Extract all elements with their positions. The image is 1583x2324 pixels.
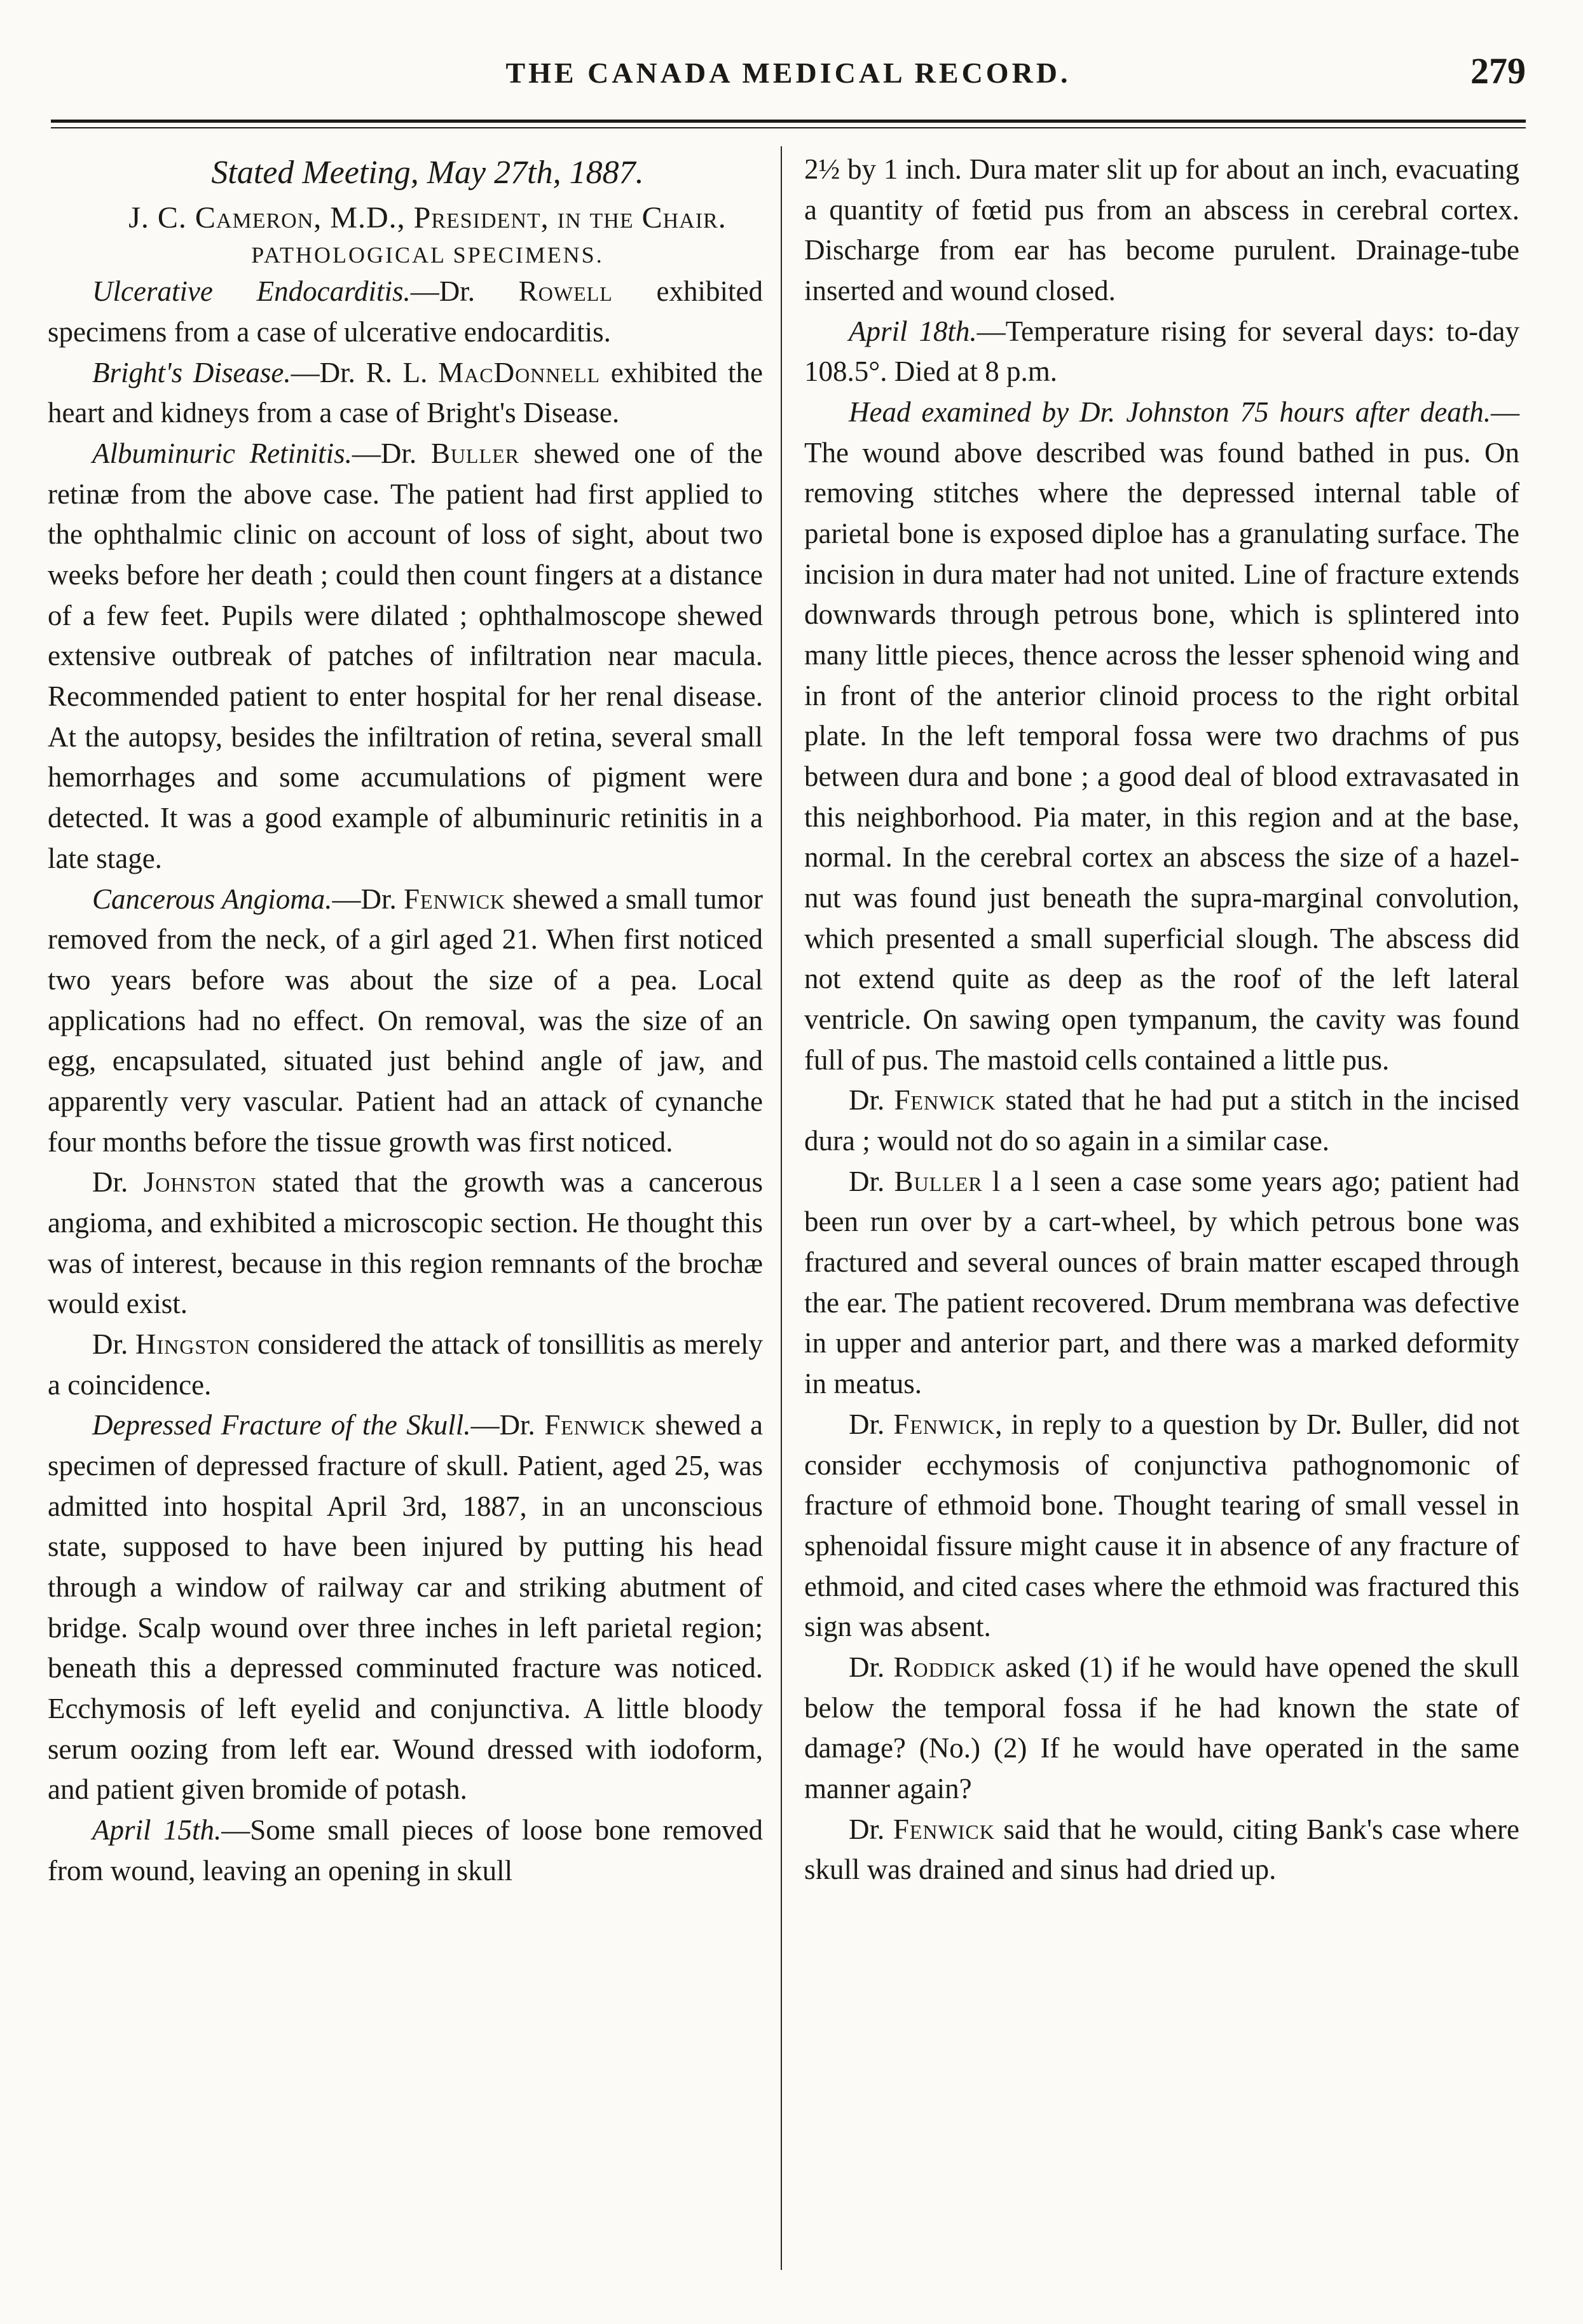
right-column: [804, 149, 1519, 1890]
chair-line: J. C. Cameron, M.D., President, in the Chair.: [128, 200, 727, 235]
paragraph-body: —The wound above described was found bathed in pus. On removing stitches where the depressed internal table of parietal bone is exposed diploe has a granulating surface. The incision in dura mater had not united. Line of fracture extends downwards through petrous bone, which is splintered into many little pieces, thence across the lesser sphenoid wing and in front of the anterior clinoid process to the right orbital plate. In the left temporal fossa were two drachms of pus between dura and bone ; a good deal of blood extravasated in this neighborhood. Pia mater, in this region and at the base, normal. In the cerebral cortex an abscess the size of a hazel-nut was found just beneath the supra-marginal convolution, which presented a small superficial slough. The abscess did not extend quite as deep as the roof of the left lateral ventricle. On sawing open tympanum, the cavity was found full of pus. The mastoid cells contained a little pus.: [804, 396, 1519, 1076]
dash-dr: —Dr.: [332, 883, 404, 915]
column-divider: [781, 146, 782, 2270]
speaker-name: Fenwick: [894, 1084, 996, 1117]
dr-prefix: Dr.: [849, 1084, 894, 1117]
paragraph-albuminuric-retinitis: [48, 434, 763, 879]
paragraph-april-18: [804, 312, 1519, 392]
speaker-name: Hingston: [135, 1328, 250, 1360]
section-heading: PATHOLOGICAL SPECIMENS.: [251, 242, 604, 268]
speaker-name: Fenwick: [544, 1409, 647, 1441]
paragraph-body: —Temperature rising for several days: to-day 108.5°. Died at 8 p.m.: [804, 315, 1519, 388]
paragraph-buller-case: [804, 1162, 1519, 1405]
speaker-name: Buller: [430, 437, 519, 470]
paragraph-hingston-remarks: [48, 1324, 763, 1405]
header-rule-thin: [51, 127, 1526, 128]
page-header: [51, 45, 1526, 114]
paragraph-april-15: [48, 1810, 763, 1891]
dash-dr: —Dr.: [470, 1409, 545, 1441]
speaker-name: Rowell: [518, 275, 613, 308]
meeting-title: Stated Meeting, May 27th, 1887.: [211, 155, 644, 191]
page-number: 279: [1470, 50, 1526, 92]
paragraph-body: exhibited the heart and kidneys from a case of Bright's Disease.: [48, 356, 763, 429]
specimen-title: Bright's Disease.: [92, 356, 291, 388]
speaker-name: Johnston: [143, 1166, 257, 1199]
paragraph-body: shewed a small tumor removed from the neck, of a girl aged 21. When first noticed two years before was about the size of a pea. Local applications had no effect. On removal, was the size of an egg, encapsulated, situated just behind angle of jaw, and apparently very vascular. Patient had an attack of cynanche four months before the tissue growth was first noticed.: [48, 883, 763, 1158]
speaker-name: Fenwick: [404, 883, 506, 915]
dr-prefix: Dr.: [849, 1813, 893, 1845]
paragraph-body: shewed a specimen of depressed fracture of skull. Patient, aged 25, was admitted into hospital April 3rd, 1887, in an unconscious state, supposed to have been injured by putting his head through a window of railway car and striking abutment of bridge. Scalp wound over three inches in left parietal region; beneath this a depressed comminuted fracture was noticed. Ecchymosis of left eyelid and conjunctiva. A little bloody serum oozing from left ear. Wound dressed with iodoform, and patient given bromide of potash.: [48, 1409, 763, 1806]
paragraph-body: —Some small pieces of loose bone removed from wound, leaving an opening in skull: [48, 1813, 763, 1887]
paragraph-body: shewed one of the retinæ from the above case. The patient had first applied to the ophthalmic clinic on account of loss of sight, about two weeks before her death ; could then count fingers at a distance of a few feet. Pupils were dilated ; ophthalmoscope shewed extensive outbreak of patches of infiltration near macula. Recommended patient to enter hospital for her renal disease. At the autopsy, besides the infiltration of retina, several small hemorrhages and some accumulations of pigment were detected. It was a good example of albuminuric retinitis in a late stage.: [48, 437, 763, 874]
paragraph-body: considered the attack of tonsillitis as merely a coincidence.: [48, 1328, 763, 1401]
paragraph-body: 2½ by 1 inch. Dura mater slit up for about an inch, evacuating a quantity of fœtid pus from an abscess in cerebral cortex. Discharge from ear has become purulent. Drainage-tube inserted and wound closed.: [804, 153, 1519, 307]
paragraph-body: , in reply to a question by Dr. Buller, did not consider ecchymosis of conjunctiva pathognomonic of fracture of ethmoid bone. Thought tearing of small vessel in sphenoidal fissure might cause it in absence of any fracture of ethmoid, and cited cases where the ethmoid was fractured this sign was absent.: [804, 1408, 1519, 1643]
speaker-name: Fenwick: [893, 1408, 996, 1440]
paragraph-body: said that he would, citing Bank's case where skull was drained and sinus had dried up.: [804, 1813, 1520, 1886]
dash-dr: —Dr.: [352, 437, 431, 470]
left-column: [48, 149, 763, 1891]
paragraph-body: asked (1) if he would have opened the skull below the temporal fossa if he had known the state of damage? (No.) (2) If he would have operated in the same manner again?: [804, 1651, 1520, 1805]
specimen-title: Ulcerative Endocarditis.: [92, 275, 411, 308]
paragraph-cancerous-angioma: [48, 879, 763, 1163]
paragraph-fenwick-stitch: [804, 1080, 1519, 1161]
paragraph-ulcerative-endocarditis: [48, 272, 763, 352]
dr-prefix: Dr.: [92, 1166, 144, 1199]
paragraph-head-examined: [804, 392, 1519, 1080]
header-rule-thick: [51, 120, 1526, 123]
date-title: April 18th.: [849, 315, 977, 347]
paragraph-body: stated that he had put a stitch in the incised dura ; would not do so again in a similar case.: [804, 1084, 1519, 1157]
paragraph-roddick-question: [804, 1647, 1519, 1810]
speaker-name: MacDonnell: [438, 356, 601, 388]
paragraph-brights-disease: [48, 353, 763, 434]
paragraph-body: stated that the growth was a cancerous angioma, and exhibited a microscopic section. He thought this was of interest, because in this region remnants of the brochæ would exist.: [48, 1166, 764, 1320]
dr-prefix: Dr.: [849, 1165, 894, 1197]
specimen-title: Cancerous Angioma.: [92, 883, 332, 915]
section-title: Head examined by Dr. Johnston 75 hours after death.: [849, 396, 1491, 429]
paragraph-fenwick-answer: [804, 1810, 1519, 1890]
paragraph-fenwick-reply: [804, 1405, 1519, 1647]
dr-prefix: Dr.: [849, 1408, 894, 1440]
date-title: April 15th.: [92, 1813, 222, 1846]
paragraph-continuation: [804, 149, 1519, 312]
speaker-name: Roddick: [893, 1651, 996, 1683]
paragraph-body: l a l seen a case some years ago; patient had been run over by a cart-wheel, by which petrous bone was fractured and several ounces of brain matter escaped through the ear. The patient recovered. Drum membrana was defective in upper and anterior part, and there was a marked deformity in meatus.: [804, 1165, 1520, 1400]
speaker-name: Fenwick: [893, 1813, 995, 1845]
paragraph-depressed-fracture: [48, 1405, 763, 1810]
dr-prefix: Dr.: [92, 1328, 135, 1360]
dash-dr: —Dr.: [410, 275, 519, 308]
paragraph-body: exhibited specimens from a case of ulcerative endocarditis.: [48, 275, 763, 348]
paragraph-johnston-remarks: [48, 1162, 763, 1324]
dr-prefix: Dr.: [849, 1651, 894, 1683]
running-head: THE CANADA MEDICAL RECORD.: [505, 57, 1071, 89]
dash-dr: —Dr. R. L.: [291, 356, 439, 388]
speaker-name: Buller: [894, 1165, 983, 1197]
specimen-title: Depressed Fracture of the Skull.: [92, 1409, 471, 1441]
specimen-title: Albuminuric Retinitis.: [92, 437, 352, 470]
